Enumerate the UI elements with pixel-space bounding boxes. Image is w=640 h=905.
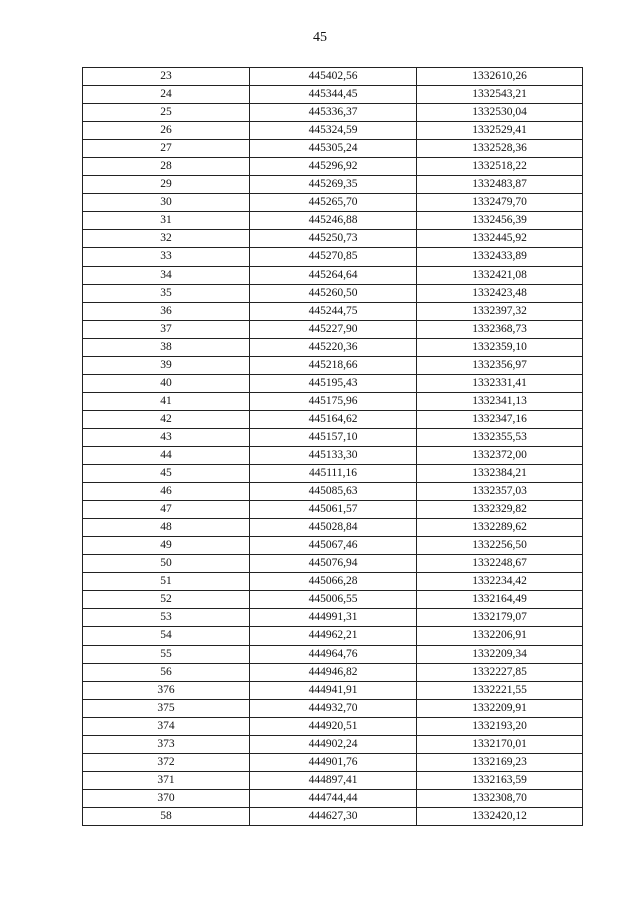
point-number-cell: 39 xyxy=(83,356,250,374)
point-number-cell: 46 xyxy=(83,483,250,501)
table-row xyxy=(83,807,583,825)
x-coordinate-cell: 445028,84 xyxy=(250,519,417,537)
y-coordinate-cell: 1332227,85 xyxy=(417,663,583,681)
table-row xyxy=(83,230,583,248)
y-coordinate-cell: 1332221,55 xyxy=(417,681,583,699)
table-row xyxy=(83,86,583,104)
y-coordinate-cell: 1332433,89 xyxy=(417,248,583,266)
y-coordinate-cell: 1332528,36 xyxy=(417,140,583,158)
x-coordinate-cell: 445324,59 xyxy=(250,122,417,140)
point-number-cell: 53 xyxy=(83,609,250,627)
point-number-cell: 44 xyxy=(83,446,250,464)
table-row xyxy=(83,483,583,501)
point-number-cell: 30 xyxy=(83,194,250,212)
point-number-cell: 50 xyxy=(83,555,250,573)
x-coordinate-cell: 445265,70 xyxy=(250,194,417,212)
table-row xyxy=(83,248,583,266)
point-number-cell: 33 xyxy=(83,248,250,266)
table-row xyxy=(83,519,583,537)
point-number-cell: 23 xyxy=(83,68,250,86)
point-number-cell: 373 xyxy=(83,735,250,753)
x-coordinate-cell: 445260,50 xyxy=(250,284,417,302)
point-number-cell: 375 xyxy=(83,699,250,717)
point-number-cell: 28 xyxy=(83,158,250,176)
y-coordinate-cell: 1332209,91 xyxy=(417,699,583,717)
table-row xyxy=(83,428,583,446)
x-coordinate-cell: 444901,76 xyxy=(250,753,417,771)
x-coordinate-cell: 445402,56 xyxy=(250,68,417,86)
point-number-cell: 51 xyxy=(83,573,250,591)
table-row xyxy=(83,663,583,681)
table-row xyxy=(83,320,583,338)
point-number-cell: 38 xyxy=(83,338,250,356)
y-coordinate-cell: 1332308,70 xyxy=(417,789,583,807)
table-row xyxy=(83,591,583,609)
table-row xyxy=(83,176,583,194)
x-coordinate-cell: 445270,85 xyxy=(250,248,417,266)
table-row xyxy=(83,681,583,699)
x-coordinate-cell: 445085,63 xyxy=(250,483,417,501)
page-number: 45 xyxy=(313,30,327,45)
point-number-cell: 376 xyxy=(83,681,250,699)
x-coordinate-cell: 445133,30 xyxy=(250,446,417,464)
y-coordinate-cell: 1332397,32 xyxy=(417,302,583,320)
table-row xyxy=(83,338,583,356)
table-row xyxy=(83,789,583,807)
table-row xyxy=(83,410,583,428)
x-coordinate-cell: 444946,82 xyxy=(250,663,417,681)
point-number-cell: 40 xyxy=(83,374,250,392)
y-coordinate-cell: 1332530,04 xyxy=(417,104,583,122)
x-coordinate-cell: 445250,73 xyxy=(250,230,417,248)
x-coordinate-cell: 444627,30 xyxy=(250,807,417,825)
y-coordinate-cell: 1332384,21 xyxy=(417,465,583,483)
x-coordinate-cell: 444920,51 xyxy=(250,717,417,735)
x-coordinate-cell: 445218,66 xyxy=(250,356,417,374)
point-number-cell: 374 xyxy=(83,717,250,735)
point-number-cell: 24 xyxy=(83,86,250,104)
point-number-cell: 36 xyxy=(83,302,250,320)
y-coordinate-cell: 1332193,20 xyxy=(417,717,583,735)
point-number-cell: 54 xyxy=(83,627,250,645)
table-row xyxy=(83,627,583,645)
x-coordinate-cell: 445269,35 xyxy=(250,176,417,194)
x-coordinate-cell: 445305,24 xyxy=(250,140,417,158)
y-coordinate-cell: 1332256,50 xyxy=(417,537,583,555)
point-number-cell: 48 xyxy=(83,519,250,537)
x-coordinate-cell: 445195,43 xyxy=(250,374,417,392)
x-coordinate-cell: 444744,44 xyxy=(250,789,417,807)
y-coordinate-cell: 1332179,07 xyxy=(417,609,583,627)
point-number-cell: 52 xyxy=(83,591,250,609)
point-number-cell: 47 xyxy=(83,501,250,519)
table-row xyxy=(83,122,583,140)
point-number-cell: 43 xyxy=(83,428,250,446)
y-coordinate-cell: 1332421,08 xyxy=(417,266,583,284)
table-row xyxy=(83,717,583,735)
y-coordinate-cell: 1332543,21 xyxy=(417,86,583,104)
point-number-cell: 31 xyxy=(83,212,250,230)
y-coordinate-cell: 1332423,48 xyxy=(417,284,583,302)
x-coordinate-cell: 445164,62 xyxy=(250,410,417,428)
x-coordinate-cell: 445296,92 xyxy=(250,158,417,176)
y-coordinate-cell: 1332420,12 xyxy=(417,807,583,825)
x-coordinate-cell: 445006,55 xyxy=(250,591,417,609)
x-coordinate-cell: 444962,21 xyxy=(250,627,417,645)
point-number-cell: 26 xyxy=(83,122,250,140)
point-number-cell: 32 xyxy=(83,230,250,248)
table-row xyxy=(83,699,583,717)
y-coordinate-cell: 1332518,22 xyxy=(417,158,583,176)
table-row xyxy=(83,140,583,158)
x-coordinate-cell: 444964,76 xyxy=(250,645,417,663)
point-number-cell: 25 xyxy=(83,104,250,122)
y-coordinate-cell: 1332234,42 xyxy=(417,573,583,591)
y-coordinate-cell: 1332355,53 xyxy=(417,428,583,446)
table-row xyxy=(83,356,583,374)
x-coordinate-cell: 444897,41 xyxy=(250,771,417,789)
point-number-cell: 370 xyxy=(83,789,250,807)
point-number-cell: 55 xyxy=(83,645,250,663)
table-row xyxy=(83,194,583,212)
table-row xyxy=(83,104,583,122)
y-coordinate-cell: 1332329,82 xyxy=(417,501,583,519)
y-coordinate-cell: 1332483,87 xyxy=(417,176,583,194)
y-coordinate-cell: 1332359,10 xyxy=(417,338,583,356)
point-number-cell: 58 xyxy=(83,807,250,825)
y-coordinate-cell: 1332357,03 xyxy=(417,483,583,501)
table-row xyxy=(83,501,583,519)
x-coordinate-cell: 445111,16 xyxy=(250,465,417,483)
point-number-cell: 56 xyxy=(83,663,250,681)
y-coordinate-cell: 1332331,41 xyxy=(417,374,583,392)
table-row xyxy=(83,753,583,771)
y-coordinate-cell: 1332289,62 xyxy=(417,519,583,537)
table-row xyxy=(83,645,583,663)
y-coordinate-cell: 1332610,26 xyxy=(417,68,583,86)
x-coordinate-cell: 445066,28 xyxy=(250,573,417,591)
point-number-cell: 27 xyxy=(83,140,250,158)
table-row xyxy=(83,609,583,627)
x-coordinate-cell: 445220,36 xyxy=(250,338,417,356)
y-coordinate-cell: 1332164,49 xyxy=(417,591,583,609)
table-row xyxy=(83,284,583,302)
table-row xyxy=(83,266,583,284)
point-number-cell: 372 xyxy=(83,753,250,771)
point-number-cell: 42 xyxy=(83,410,250,428)
table-row xyxy=(83,573,583,591)
x-coordinate-cell: 445061,57 xyxy=(250,501,417,519)
table-row xyxy=(83,302,583,320)
y-coordinate-cell: 1332368,73 xyxy=(417,320,583,338)
y-coordinate-cell: 1332206,91 xyxy=(417,627,583,645)
table-row xyxy=(83,537,583,555)
point-number-cell: 37 xyxy=(83,320,250,338)
table-row xyxy=(83,555,583,573)
table-row xyxy=(83,158,583,176)
x-coordinate-cell: 445157,10 xyxy=(250,428,417,446)
point-number-cell: 371 xyxy=(83,771,250,789)
y-coordinate-cell: 1332445,92 xyxy=(417,230,583,248)
point-number-cell: 41 xyxy=(83,392,250,410)
x-coordinate-cell: 445175,96 xyxy=(250,392,417,410)
x-coordinate-cell: 445227,90 xyxy=(250,320,417,338)
table-row xyxy=(83,212,583,230)
x-coordinate-cell: 445067,46 xyxy=(250,537,417,555)
coordinates-table xyxy=(82,67,583,826)
point-number-cell: 45 xyxy=(83,465,250,483)
y-coordinate-cell: 1332209,34 xyxy=(417,645,583,663)
y-coordinate-cell: 1332347,16 xyxy=(417,410,583,428)
table-row xyxy=(83,446,583,464)
y-coordinate-cell: 1332372,00 xyxy=(417,446,583,464)
table-row xyxy=(83,68,583,86)
x-coordinate-cell: 445076,94 xyxy=(250,555,417,573)
y-coordinate-cell: 1332529,41 xyxy=(417,122,583,140)
y-coordinate-cell: 1332356,97 xyxy=(417,356,583,374)
y-coordinate-cell: 1332479,70 xyxy=(417,194,583,212)
y-coordinate-cell: 1332456,39 xyxy=(417,212,583,230)
table-row xyxy=(83,374,583,392)
point-number-cell: 34 xyxy=(83,266,250,284)
point-number-cell: 29 xyxy=(83,176,250,194)
point-number-cell: 35 xyxy=(83,284,250,302)
x-coordinate-cell: 445264,64 xyxy=(250,266,417,284)
x-coordinate-cell: 445244,75 xyxy=(250,302,417,320)
x-coordinate-cell: 444902,24 xyxy=(250,735,417,753)
y-coordinate-cell: 1332163,59 xyxy=(417,771,583,789)
table-row xyxy=(83,465,583,483)
table-row xyxy=(83,735,583,753)
coordinates-table-body xyxy=(83,68,583,826)
x-coordinate-cell: 445246,88 xyxy=(250,212,417,230)
y-coordinate-cell: 1332170,01 xyxy=(417,735,583,753)
y-coordinate-cell: 1332341,13 xyxy=(417,392,583,410)
y-coordinate-cell: 1332248,67 xyxy=(417,555,583,573)
x-coordinate-cell: 445344,45 xyxy=(250,86,417,104)
point-number-cell: 49 xyxy=(83,537,250,555)
y-coordinate-cell: 1332169,23 xyxy=(417,753,583,771)
x-coordinate-cell: 444941,91 xyxy=(250,681,417,699)
table-row xyxy=(83,392,583,410)
x-coordinate-cell: 444932,70 xyxy=(250,699,417,717)
x-coordinate-cell: 444991,31 xyxy=(250,609,417,627)
table-row xyxy=(83,771,583,789)
x-coordinate-cell: 445336,37 xyxy=(250,104,417,122)
